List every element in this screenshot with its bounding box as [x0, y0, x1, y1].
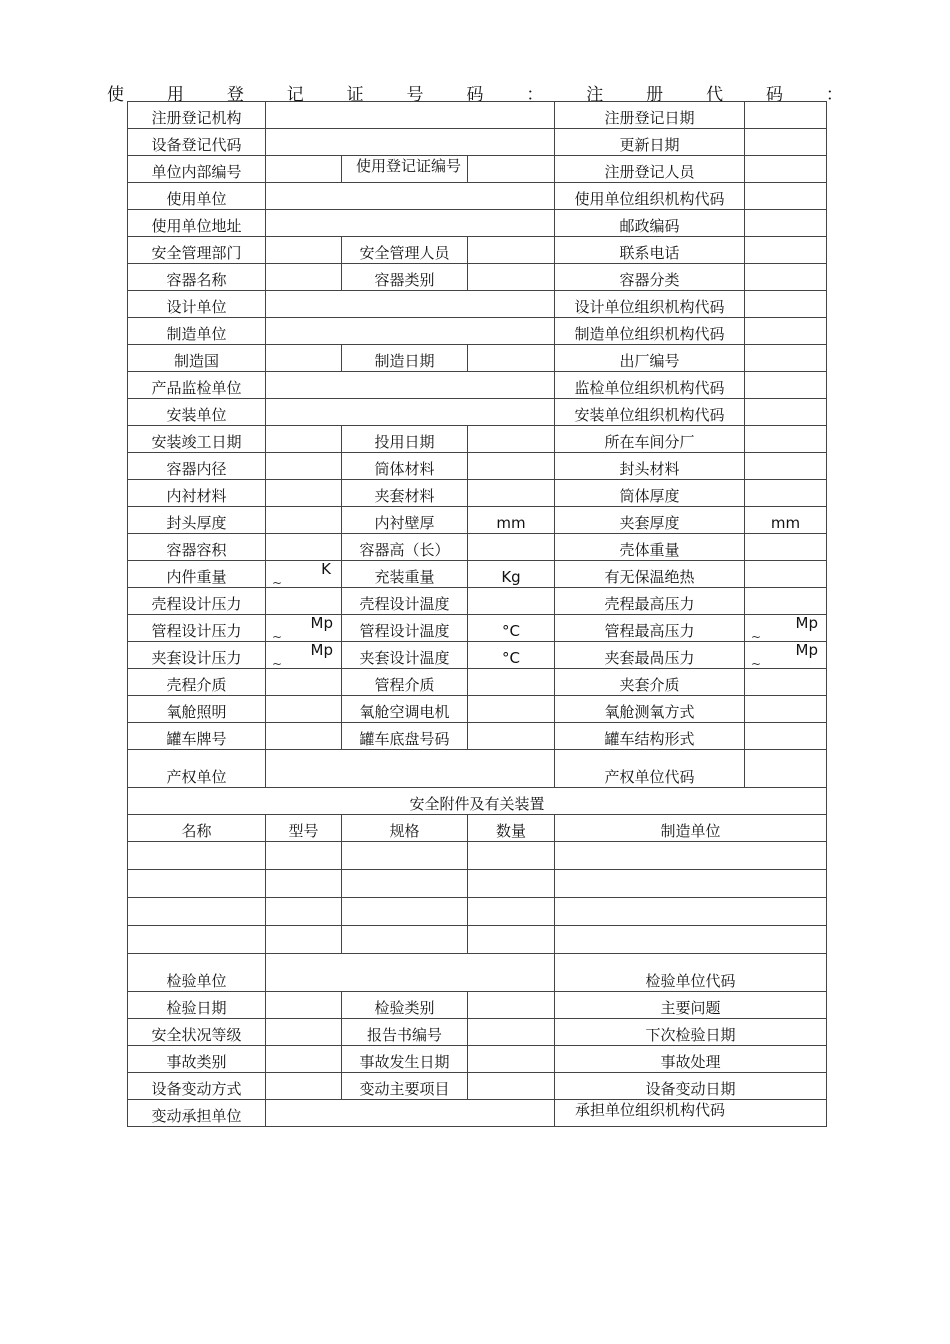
col-header-spec: 规格 [342, 815, 468, 842]
label-jacket-thickness: 夹套厚度 [555, 507, 745, 534]
value-field[interactable] [555, 898, 827, 926]
value-field-unit[interactable] [745, 642, 827, 669]
value-field[interactable] [266, 588, 342, 615]
value-field[interactable] [745, 480, 827, 507]
value-field[interactable] [745, 426, 827, 453]
value-field-unit[interactable] [468, 507, 555, 534]
value-field[interactable] [266, 102, 555, 129]
value-field[interactable] [266, 842, 342, 870]
col-header-name: 名称 [128, 815, 266, 842]
value-field[interactable] [266, 1073, 342, 1100]
label-workshop: 所在车间分厂 [555, 426, 745, 453]
label-supervision-unit: 产品监检单位 [128, 372, 266, 399]
label-shell-max-pressure: 壳程最高压力 [555, 588, 745, 615]
unit-mp: Mp [795, 641, 819, 659]
label-tanker-structure: 罐车结构形式 [555, 723, 745, 750]
value-field[interactable] [468, 345, 555, 372]
value-field[interactable] [745, 696, 827, 723]
value-field[interactable] [266, 210, 555, 237]
value-field[interactable] [128, 870, 266, 898]
label-inspection-date: 检验日期 [128, 992, 266, 1019]
value-field[interactable] [745, 453, 827, 480]
value-field[interactable] [266, 507, 342, 534]
unit-mp: Mp [795, 614, 819, 632]
value-field[interactable] [468, 926, 555, 954]
value-field[interactable] [468, 1046, 555, 1073]
value-field[interactable] [266, 898, 342, 926]
label-change-method: 设备变动方式 [128, 1073, 266, 1100]
value-field[interactable] [745, 129, 827, 156]
value-field[interactable] [266, 129, 555, 156]
value-field[interactable] [266, 1046, 342, 1073]
header-char: 注 [586, 85, 604, 105]
label-change-items: 变动主要项目 [342, 1073, 468, 1100]
label-head-material: 封头材料 [555, 453, 745, 480]
value-field[interactable] [745, 318, 827, 345]
value-field[interactable] [468, 426, 555, 453]
label-postal-code: 邮政编码 [555, 210, 745, 237]
col-header-model: 型号 [266, 815, 342, 842]
header-char: 证 [346, 85, 364, 105]
value-field[interactable] [468, 723, 555, 750]
label-owner-unit: 产权单位 [128, 750, 266, 788]
value-field-unit[interactable] [266, 615, 342, 642]
label-inspection-unit: 检验单位 [128, 954, 266, 992]
unit-mp: Mp [310, 614, 333, 632]
value-field[interactable] [128, 926, 266, 954]
label-jacket-design-temp: 夹套设计温度 [342, 642, 468, 669]
label-installation-org-code: 安装单位组织机构代码 [555, 399, 745, 426]
label-safety-dept: 安全管理部门 [128, 237, 266, 264]
value-field[interactable] [745, 399, 827, 426]
label-filling-weight: 充装重量 [342, 561, 468, 588]
value-field[interactable] [468, 898, 555, 926]
label-inspection-type: 检验类别 [342, 992, 468, 1019]
value-field[interactable] [266, 870, 342, 898]
label-jacket-max-pressure: 夹套最咼压力 [555, 642, 745, 669]
col-header-manufacturer: 制造单位 [555, 815, 827, 842]
value-field[interactable] [266, 156, 342, 183]
label-oxygen-measure: 氧舱测氧方式 [555, 696, 745, 723]
value-field[interactable] [468, 588, 555, 615]
value-field[interactable] [468, 534, 555, 561]
value-field[interactable] [745, 102, 827, 129]
label-user-org-code: 使用单位组织机构代码 [555, 183, 745, 210]
value-field[interactable] [468, 842, 555, 870]
value-field-unit[interactable] [745, 615, 827, 642]
value-field[interactable] [266, 372, 555, 399]
label-accident-date: 事故发生日期 [342, 1046, 468, 1073]
value-field-unit[interactable] [468, 561, 555, 588]
label-vessel-name: 容器名称 [128, 264, 266, 291]
value-field[interactable] [745, 345, 827, 372]
value-field-unit[interactable] [745, 507, 827, 534]
value-field[interactable] [266, 696, 342, 723]
header-char: 码 [765, 85, 783, 105]
label-safety-manager: 安全管理人员 [342, 237, 468, 264]
label-registrar: 注册登记人员 [555, 156, 745, 183]
value-field[interactable] [266, 480, 342, 507]
value-field[interactable] [266, 954, 555, 992]
value-field[interactable] [745, 669, 827, 696]
unit-kg: Kg [501, 568, 521, 586]
value-field[interactable] [745, 750, 827, 788]
value-field[interactable] [555, 926, 827, 954]
label-design-org-code: 设计单位组织机构代码 [555, 291, 745, 318]
value-field[interactable] [468, 696, 555, 723]
value-field[interactable] [745, 588, 827, 615]
label-shell-material: 筒体材料 [342, 453, 468, 480]
pressure-vessel-registration-form [127, 101, 827, 1127]
tilde-mark: ~ [272, 657, 283, 669]
value-field[interactable] [745, 723, 827, 750]
value-field-unit[interactable] [266, 561, 342, 588]
value-field[interactable] [266, 992, 342, 1019]
section-title-attachments: 安全附件及有关装置 [128, 788, 827, 815]
label-jacket-design-pressure: 夹套设计压力 [128, 642, 266, 669]
header-char: ： [825, 85, 843, 105]
col-header-quantity: 数量 [468, 815, 555, 842]
value-field[interactable] [266, 723, 342, 750]
label-shell-medium: 壳程介质 [128, 669, 266, 696]
tilde-mark: ~ [751, 657, 762, 669]
value-field[interactable] [266, 669, 342, 696]
label-serial-number: 出厂编号 [555, 345, 745, 372]
header-char: 使 [107, 85, 124, 105]
label-registration-authority: 注册登记机构 [128, 102, 266, 129]
label-certificate-number: 使用登记证编号 [342, 156, 468, 183]
unit-mm: mm [496, 514, 526, 532]
value-field[interactable] [468, 992, 555, 1019]
label-user-address: 使用单位地址 [128, 210, 266, 237]
tilde-mark: ~ [272, 576, 283, 588]
unit-mm: mm [770, 514, 801, 532]
header-char: 册 [646, 85, 664, 105]
value-field[interactable] [745, 183, 827, 210]
label-equipment-code: 设备登记代码 [128, 129, 266, 156]
label-update-date: 更新日期 [555, 129, 745, 156]
value-field-unit[interactable] [468, 642, 555, 669]
value-field[interactable] [745, 210, 827, 237]
header-char: 码 [466, 85, 484, 105]
label-design-unit: 设计单位 [128, 291, 266, 318]
label-report-number: 报告书编号 [342, 1019, 468, 1046]
value-field[interactable] [266, 426, 342, 453]
value-field[interactable] [555, 842, 827, 870]
label-registration-date: 注册登记日期 [555, 102, 745, 129]
label-accident-handling: 事故处理 [555, 1046, 827, 1073]
table-row [128, 870, 827, 898]
label-supervision-org-code: 监检单位组织机构代码 [555, 372, 745, 399]
label-chamber-ac-motor: 氧舱空调电机 [342, 696, 468, 723]
label-tube-design-pressure: 管程设计压力 [128, 615, 266, 642]
value-field[interactable] [266, 318, 555, 345]
value-field[interactable] [266, 926, 342, 954]
label-tube-medium: 管程介质 [342, 669, 468, 696]
label-inner-diameter: 容器内径 [128, 453, 266, 480]
value-field[interactable] [266, 237, 342, 264]
label-vessel-class: 容器分类 [555, 264, 745, 291]
label-user-unit: 使用单位 [128, 183, 266, 210]
label-change-unit: 变动承担单位 [128, 1100, 266, 1127]
label-manufacturer: 制造单位 [128, 318, 266, 345]
tilde-mark: ~ [751, 630, 762, 642]
label-tanker-plate: 罐车牌号 [128, 723, 266, 750]
value-field[interactable] [342, 870, 468, 898]
value-field[interactable] [745, 372, 827, 399]
table-row [128, 926, 827, 954]
label-tube-design-temp: 管程设计温度 [342, 615, 468, 642]
label-manufacture-date: 制造日期 [342, 345, 468, 372]
label-accident-type: 事故类别 [128, 1046, 266, 1073]
value-field[interactable] [266, 183, 555, 210]
label-jacket-material: 夹套材料 [342, 480, 468, 507]
value-field[interactable] [266, 345, 342, 372]
label-phone: 联系电话 [555, 237, 745, 264]
header-char: 登 [226, 85, 244, 105]
label-shell-design-temp: 壳程设计温度 [342, 588, 468, 615]
label-shell-thickness: 筒体厚度 [555, 480, 745, 507]
label-internals-weight: 内件重量 [128, 561, 266, 588]
table-row [128, 842, 827, 870]
value-field[interactable] [745, 291, 827, 318]
label-tube-max-pressure: 管程最高压力 [555, 615, 745, 642]
value-field[interactable] [555, 870, 827, 898]
label-change-date: 设备变动日期 [555, 1073, 827, 1100]
value-field-unit[interactable] [266, 642, 342, 669]
header-char: 用 [166, 85, 184, 105]
label-inspection-unit-code: 检验单位代码 [555, 954, 827, 992]
value-field[interactable] [266, 453, 342, 480]
value-field[interactable] [342, 926, 468, 954]
label-main-issues: 主要问题 [555, 992, 827, 1019]
header-char: 号 [406, 85, 424, 105]
label-jacket-medium: 夹套介质 [555, 669, 745, 696]
value-field[interactable] [266, 264, 342, 291]
label-shell-weight: 壳体重量 [555, 534, 745, 561]
label-insulation: 有无保温绝热 [555, 561, 745, 588]
unit-celsius: °C [502, 649, 520, 667]
value-field[interactable] [342, 842, 468, 870]
label-completion-date: 安装竣工日期 [128, 426, 266, 453]
label-safety-grade: 安全状况等级 [128, 1019, 266, 1046]
value-field[interactable] [745, 156, 827, 183]
value-field[interactable] [745, 264, 827, 291]
label-lining-thickness: 内衬壁厚 [342, 507, 468, 534]
table-row [128, 898, 827, 926]
value-field[interactable] [266, 534, 342, 561]
label-volume: 容器容积 [128, 534, 266, 561]
unit-mp: Mp [310, 641, 333, 659]
value-field[interactable] [266, 399, 555, 426]
value-field[interactable] [745, 237, 827, 264]
tilde-mark: ~ [272, 630, 283, 642]
label-head-thickness: 封头厚度 [128, 507, 266, 534]
value-field[interactable] [468, 237, 555, 264]
value-field[interactable] [342, 898, 468, 926]
header-char: ： [526, 85, 544, 105]
label-height: 容器高（长） [342, 534, 468, 561]
label-vessel-category: 容器类别 [342, 264, 468, 291]
value-field[interactable] [745, 561, 827, 588]
value-field[interactable] [128, 842, 266, 870]
value-field[interactable] [468, 870, 555, 898]
unit-celsius: °C [502, 622, 520, 640]
label-change-unit-org-code: 承担单位组织机构代码 [555, 1100, 827, 1127]
label-country: 制造国 [128, 345, 266, 372]
label-next-inspection-date: 下次检验日期 [555, 1019, 827, 1046]
label-chassis-number: 罐车底盘号码 [342, 723, 468, 750]
value-field[interactable] [468, 1073, 555, 1100]
label-lining-material: 内衬材料 [128, 480, 266, 507]
label-installation-unit: 安装单位 [128, 399, 266, 426]
label-chamber-lighting: 氧舱照明 [128, 696, 266, 723]
value-field[interactable] [266, 1019, 342, 1046]
value-field[interactable] [468, 264, 555, 291]
header-char: 记 [286, 85, 304, 105]
label-manufacturer-org-code: 制造单位组织机构代码 [555, 318, 745, 345]
unit-k: K [321, 560, 331, 578]
label-internal-number: 单位内部编号 [128, 156, 266, 183]
label-commission-date: 投用日期 [342, 426, 468, 453]
value-field[interactable] [745, 534, 827, 561]
value-field[interactable] [266, 1100, 555, 1127]
header-char: 代 [706, 85, 724, 105]
value-field[interactable] [128, 898, 266, 926]
value-field[interactable] [468, 480, 555, 507]
value-field[interactable] [266, 750, 555, 788]
value-field[interactable] [468, 453, 555, 480]
value-field[interactable] [266, 291, 555, 318]
label-shell-design-pressure: 壳程设计压力 [128, 588, 266, 615]
value-field[interactable] [468, 156, 555, 183]
label-owner-code: 产权单位代码 [555, 750, 745, 788]
value-field[interactable] [468, 669, 555, 696]
value-field-unit[interactable] [468, 615, 555, 642]
value-field[interactable] [468, 1019, 555, 1046]
